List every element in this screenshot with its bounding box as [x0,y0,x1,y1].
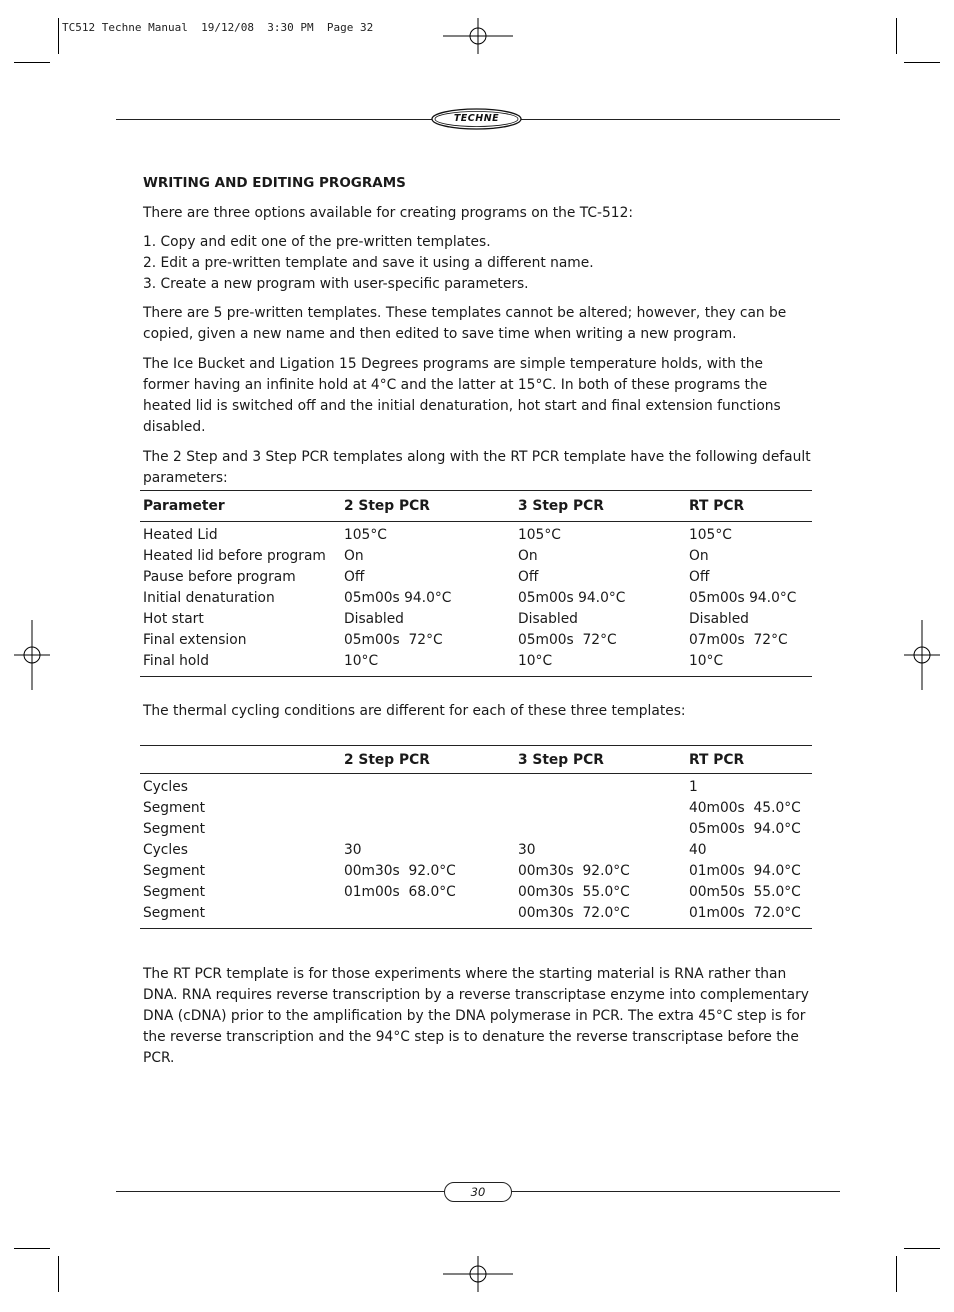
table-cell: 05m00s 94.0°C [344,590,452,606]
table-cell: Disabled [344,611,404,627]
techne-logo [431,108,522,130]
table-cell: Cycles [143,779,188,795]
table-row [140,861,812,882]
table-cell: Off [689,569,710,585]
crop-mark-bl-v [58,1256,59,1292]
table-cell [341,819,515,840]
table-cell: 10°C [344,653,379,669]
table-row [140,651,812,677]
column-header: 3 Step PCR [518,498,604,514]
intro-paragraph: There are three options available for creating programs on the TC-512: [143,205,634,221]
list-item: 1. Copy and edit one of the pre-written templates. [143,234,491,250]
crop-mark-bl-h [14,1248,50,1249]
table-cell: Heated Lid [143,527,218,543]
crop-mark-tr-h [904,62,940,63]
table-cell: 00m30s 92.0°C [344,863,456,879]
table-row [140,903,812,929]
section-heading: WRITING AND EDITING PROGRAMS [143,175,406,191]
table-cell: 05m00s 72°C [344,632,443,648]
cycling-intro-paragraph: The thermal cycling conditions are different for each of these three templates: [143,703,686,719]
table-cell: Off [344,569,365,585]
table-cell: Segment [143,884,206,900]
table-cell [341,903,515,929]
table-row [140,819,812,840]
table-row [140,774,812,799]
table-cell [341,774,515,799]
table-cell: 00m30s 55.0°C [518,884,630,900]
print-slug: TC512 Techne Manual 19/12/08 3:30 PM Page 32 [62,21,374,34]
table-cell: 1 [689,779,698,795]
table-cell [515,819,686,840]
column-header: 2 Step PCR [344,751,430,768]
registration-mark-top [443,18,513,54]
table-cell: Pause before program [143,569,296,585]
logo-text: TECHNE [453,113,500,124]
table-cell: Heated lid before program [143,548,326,564]
column-header: RT PCR [689,498,745,514]
crop-mark-tl-v [58,18,59,54]
table-cell: Cycles [143,842,188,858]
table-cell: On [344,548,364,564]
options-list [143,232,813,295]
table-cell: 05m00s 94.0°C [689,821,801,837]
table-cell: Off [518,569,539,585]
list-item: 2. Edit a pre-written template and save it using a different name. [143,255,594,271]
table-cell [515,798,686,819]
table-cell: 05m00s 94.0°C [689,590,797,606]
crop-mark-tl-h [14,62,50,63]
default-parameters-table [140,490,812,677]
column-header [140,746,341,774]
table-cell: Final hold [143,653,209,669]
table-cell: 00m30s 92.0°C [518,863,630,879]
table-row [140,882,812,903]
rt-pcr-paragraph: The RT PCR template is for those experiments where the starting material is RNA rather than DNA. RNA requires reverse transcription by a reverse transcriptase enzyme into complementary DNA (cDNA) prior to the amplification by the DNA polymerase in PCR. The extra 45°C step is for the reverse transcription and the 94°C step is to denature the reverse transcriptase before the PCR. [143,966,809,1066]
table-cell: 01m00s 94.0°C [689,863,801,879]
column-header: RT PCR [689,751,745,768]
table-row [140,546,812,567]
table-row [140,630,812,651]
holds-paragraph: The Ice Bucket and Ligation 15 Degrees programs are simple temperature holds, with the former having an infinite hold at 4°C and the latter at 15°C. In both of these programs the heated lid is switched off and the initial denaturation, hot start and final extension functions disabled. [143,356,781,435]
table-cell: 00m30s 72.0°C [518,905,630,921]
registration-mark-left [14,620,50,690]
table-cell: 01m00s 72.0°C [689,905,801,921]
table-cell: 00m50s 55.0°C [689,884,801,900]
table-cell: On [518,548,538,564]
table-cell: Segment [143,863,206,879]
table-header-row [140,746,812,774]
registration-mark-bottom [443,1256,513,1292]
table-cell: Disabled [518,611,578,627]
table-cell: 01m00s 68.0°C [344,884,456,900]
table-row [140,588,812,609]
table-row [140,522,812,547]
table-cell: Segment [143,905,206,921]
table-cell: 40m00s 45.0°C [689,800,801,816]
table-row [140,840,812,861]
thermal-cycling-table [140,745,812,929]
table-cell: 10°C [689,653,724,669]
table-cell: Segment [143,800,206,816]
table-cell [515,774,686,799]
table-row [140,798,812,819]
table-cell: 05m00s 94.0°C [518,590,626,606]
list-item: 3. Create a new program with user-specific parameters. [143,276,529,292]
table-row [140,609,812,630]
table-cell: 05m00s 72°C [518,632,617,648]
table-cell: 10°C [518,653,553,669]
crop-mark-br-v [896,1256,897,1292]
table-cell: Final extension [143,632,247,648]
table-cell: 30 [344,842,362,858]
table-cell: 07m00s 72°C [689,632,788,648]
table-cell: 30 [518,842,536,858]
table-cell: 105°C [518,527,561,543]
main-content [143,174,813,489]
table-cell: 105°C [344,527,387,543]
table-cell [341,798,515,819]
column-header: Parameter [143,498,225,514]
table-cell: On [689,548,709,564]
defaults-paragraph: The 2 Step and 3 Step PCR templates along with the RT PCR template have the following default parameters: [143,449,811,486]
page-number: 30 [444,1182,512,1202]
table-cell: Initial denaturation [143,590,275,606]
table-cell: 40 [689,842,707,858]
table-cell: Hot start [143,611,204,627]
table-cell: 105°C [689,527,732,543]
column-header: 3 Step PCR [518,751,604,768]
registration-mark-right [904,620,940,690]
table-row [140,567,812,588]
crop-mark-tr-v [896,18,897,54]
table-cell: Segment [143,821,206,837]
table-header-row [140,491,812,522]
column-header: 2 Step PCR [344,498,430,514]
table-cell: Disabled [689,611,749,627]
crop-mark-br-h [904,1248,940,1249]
templates-paragraph: There are 5 pre-written templates. These templates cannot be altered; however, they can be copied, given a new name and then edited to save time when writing a new program. [143,305,787,342]
